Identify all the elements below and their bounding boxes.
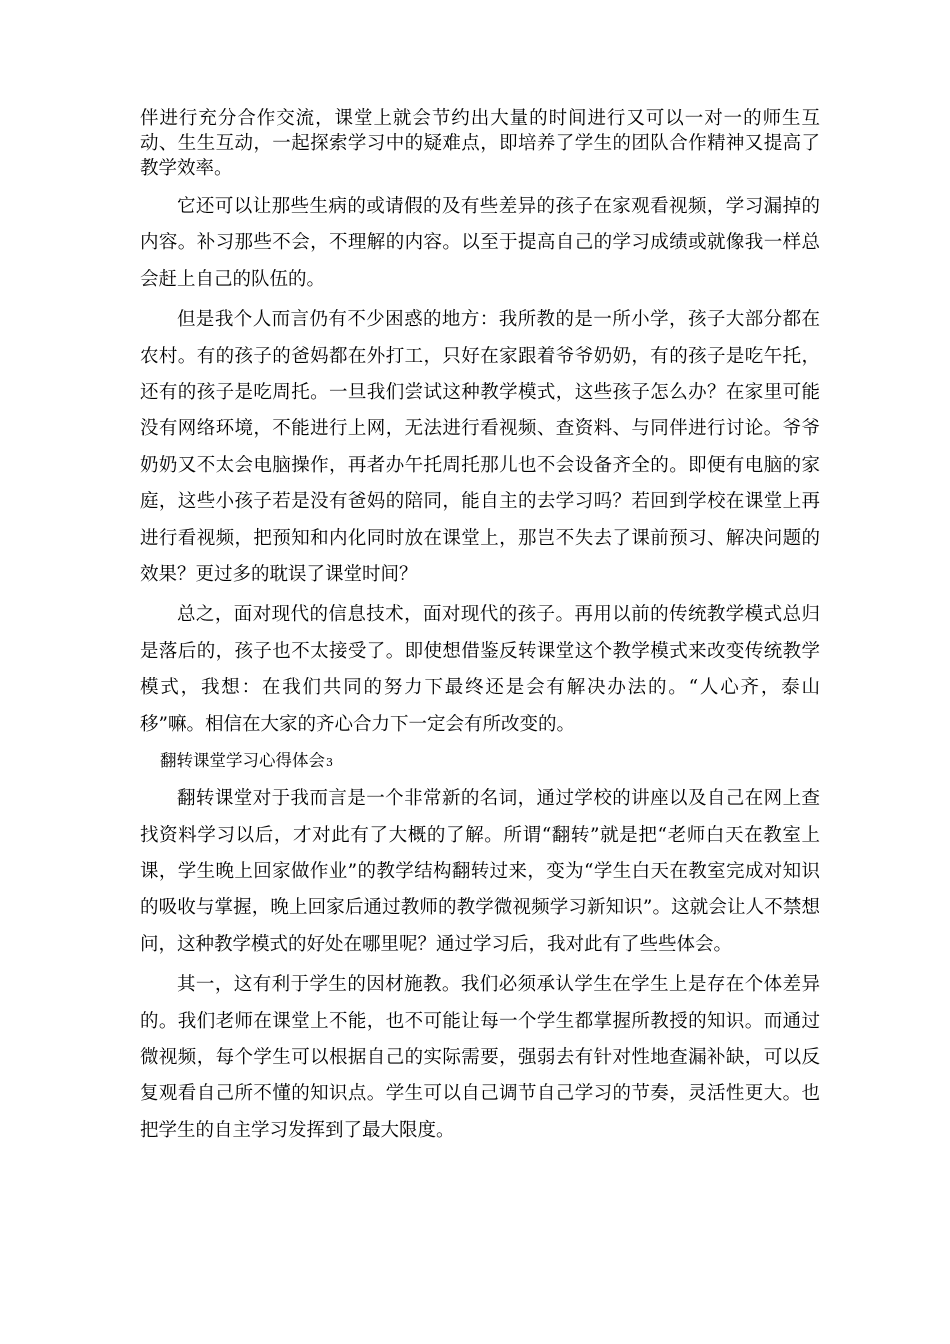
paragraph-review-videos: 它还可以让那些生病的或请假的及有些差异的孩子在家观看视频，学习漏掉的内容。补习那些不会，不理解的内容。以至于提高自己的学习成绩或就像我一样总会赶上自己的队伍的。 bbox=[140, 196, 820, 290]
paragraph-conclusion: 总之，面对现代的信息技术，面对现代的孩子。再用以前的传统教学模式总归是落后的，孩子也不太接受了。即使想借鉴反转课堂这个教学模式来改变传统教学模式，我想：在我们共同的努力下最终还是会有解决办法的。“人心齐，泰山移”嘛。相信在大家的齐心合力下一定会有所改变的。 bbox=[140, 604, 820, 735]
section-heading-number: 3 bbox=[326, 756, 333, 770]
paragraph-continuation: 伴进行充分合作交流，课堂上就会节约出大量的时间进行又可以一对一的师生互动、生生互动，一起探索学习中的疑难点，即培养了学生的团队合作精神又提高了教学效率。 bbox=[140, 108, 820, 179]
paragraph-concerns: 但是我个人而言仍有不少困惑的地方：我所教的是一所小学，孩子大部分都在农村。有的孩子的爸妈都在外打工，只好在家跟着爷爷奶奶，有的孩子是吃午托，还有的孩子是吃周托。一旦我们尝试这种教学模式，这些孩子怎么办？在家里可能没有网络环境，不能进行上网，无法进行看视频、查资料、与同伴进行讨论。爷爷奶奶又不太会电脑操作，再者办午托周托那儿也不会设备齐全的。即便有电脑的家庭，这些小孩子若是没有爸妈的陪同，能自主的去学习吗？若回到学校在课堂上再进行看视频，把预知和内化同时放在课堂上，那岂不失去了课前预习、解决问题的效果？更过多的耽误了课堂时间？ bbox=[140, 309, 820, 586]
section-heading bbox=[140, 743, 820, 781]
document-body bbox=[140, 106, 820, 1149]
section-heading-text: 翻转课堂学习心得体会 bbox=[160, 751, 325, 771]
paragraph-point-one: 其一，这有利于学生的因材施教。我们必须承认学生在学生上是存在个体差异的。我们老师在课堂上不能，也不可能让每一个学生都掌握所教授的知识。而通过微视频，每个学生可以根据自己的实际需要，强弱去有针对性地查漏补缺，可以反复观看自己所不懂的知识点。学生可以自己调节自己学习的节奏，灵活性更大。也把学生的自主学习发挥到了最大限度。 bbox=[140, 974, 820, 1141]
paragraph-flipped-intro: 翻转课堂对于我而言是一个非常新的名词，通过学校的讲座以及自己在网上查找资料学习以后，才对此有了大概的了解。所谓“翻转”就是把“老师白天在教室上课，学生晚上回家做作业”的教学结构翻转过来，变为“学生白天在教室完成对知识的吸收与掌握，晚上回家后通过教师的教学微视频学习新知识”。这就会让人不禁想问，这种教学模式的好处在哪里呢？通过学习后，我对此有了些些体会。 bbox=[140, 788, 820, 955]
